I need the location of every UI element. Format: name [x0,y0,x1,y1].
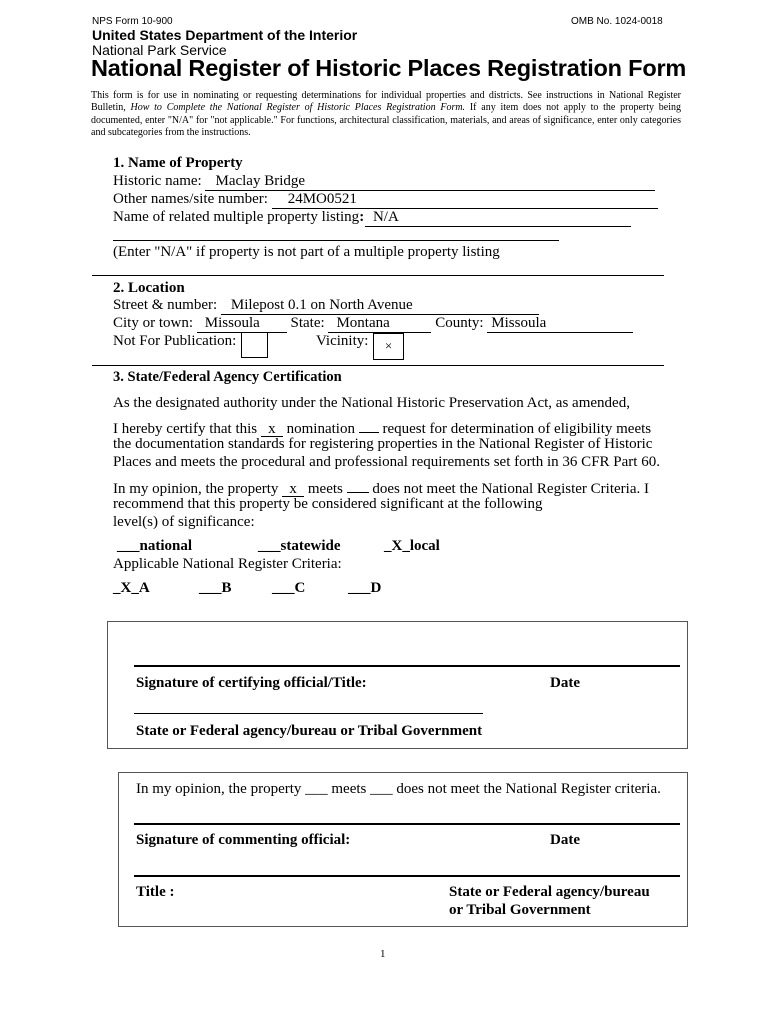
does-not-meet-blank[interactable] [347,478,369,493]
state-label: State: [290,315,325,331]
state-field[interactable]: Montana [328,315,431,333]
commenting-date-label: Date [550,832,580,848]
other-names-label: Other names/site number: [113,191,268,207]
certify-line-1: I hereby certify that this x nomination request for determination of eligibility meets [113,418,651,438]
related-listing-note: (Enter "N/A" if property is not part of a multiple property listing [113,244,500,260]
vicinity-checkbox[interactable] [373,333,404,360]
historic-name-row [113,173,655,191]
level-local[interactable]: _X_local [384,538,440,554]
vicinity-label: Vicinity: [316,333,369,349]
nomination-blank[interactable]: x [261,421,283,437]
page-title: National Register of Historic Places Registration Form [91,55,687,81]
vicinity-mark: × [384,338,393,353]
city-field[interactable]: Missoula [197,315,287,333]
street-field[interactable]: Milepost 0.1 on North Avenue [221,297,539,315]
certifying-date-label: Date [550,675,580,691]
omb-number: OMB No. 1024-0018 [571,16,663,27]
opinion-line-3: level(s) of significance: [113,514,255,530]
commenting-opinion: In my opinion, the property ___ meets ___ does not meet the National Register criteria. [136,781,661,797]
intro-bulletin-title: How to Complete the National Register of Historic Places Registration Form. [130,102,466,114]
other-names-field[interactable]: 24MO0521 [272,191,658,209]
service-name: National Park Service [92,42,227,58]
level-statewide[interactable]: ___statewide [258,538,341,554]
not-for-publication-checkbox[interactable] [241,332,268,358]
city-label: City or town: [113,315,194,331]
historic-name-field[interactable]: Maclay Bridge [205,173,655,191]
opinion-line-2: recommend that this property be considered significant at the following [113,496,543,512]
street-label: Street & number: [113,297,218,313]
related-listing-row: Name of related multiple property listing: N/A [113,209,631,227]
agency-line[interactable] [134,713,483,714]
commenting-agency-label-1: State or Federal agency/bureau [449,884,650,900]
criteria-label: Applicable National Register Criteria: [113,556,342,572]
intro-paragraph: This form is for use in nominating or requesting determinations for individual properties and districts. See instructions in National Register Bulletin, How to Complete the National Register of Historic Places Registration Form. If any item does not apply to the property being documented, enter "N/A" for "not applicable." For functions, architectural classification, materials, and areas of significance, enter only categories and subcategories from the instructions. [91,90,681,139]
related-listing-field[interactable]: N/A [365,209,631,227]
other-names-row [113,191,658,209]
opinion-line-1: In my opinion, the property x meets does not meet the National Register Criteria. I [113,478,649,498]
commenting-signature-label: Signature of commenting official: [136,832,351,848]
page-number: 1 [380,948,386,960]
county-label: County: [435,315,484,331]
commenting-title-line[interactable] [134,875,680,877]
section-2-heading: 2. Location [113,280,185,296]
criterion-c[interactable]: ___C [272,580,306,596]
criterion-a[interactable]: _X_A [113,580,150,596]
criterion-b[interactable]: ___B [199,580,232,596]
form-number: NPS Form 10-900 [92,16,173,27]
request-blank[interactable] [359,418,379,433]
section-3-heading: 3. State/Federal Agency Certification [113,369,342,385]
section-divider-2 [92,365,664,366]
certify-line-2: the documentation standards for registering properties in the National Register of Historic [113,436,653,452]
section-1-heading: 1. Name of Property [113,155,243,171]
criterion-d[interactable]: ___D [348,580,382,596]
related-listing-label: Name of related multiple property listing [113,209,360,225]
certify-line-3: Places and meets the procedural and professional requirements set forth in 36 CFR Part 60. [113,454,660,470]
section-divider-1 [92,275,664,276]
commenting-title-label: Title : [136,884,175,900]
meets-blank[interactable]: x [282,481,304,497]
city-state-county-row [113,315,633,333]
certifying-agency-label: State or Federal agency/bureau or Tribal Government [136,723,483,739]
related-listing-line [113,240,559,241]
department-name: United States Department of the Interior [92,27,358,43]
commenting-agency-label-2: or Tribal Government [449,902,591,918]
historic-name-label: Historic name: [113,173,202,189]
certifying-signature-line[interactable] [134,665,680,667]
county-field[interactable]: Missoula [487,315,633,333]
certifying-signature-label: Signature of certifying official/Title: [136,675,367,691]
section-3-intro: As the designated authority under the National Historic Preservation Act, as amended, [113,395,630,411]
not-for-publication-label: Not For Publication: [113,333,237,349]
level-national[interactable]: ___national [117,538,193,554]
commenting-signature-line[interactable] [134,823,680,825]
street-row [113,297,539,315]
